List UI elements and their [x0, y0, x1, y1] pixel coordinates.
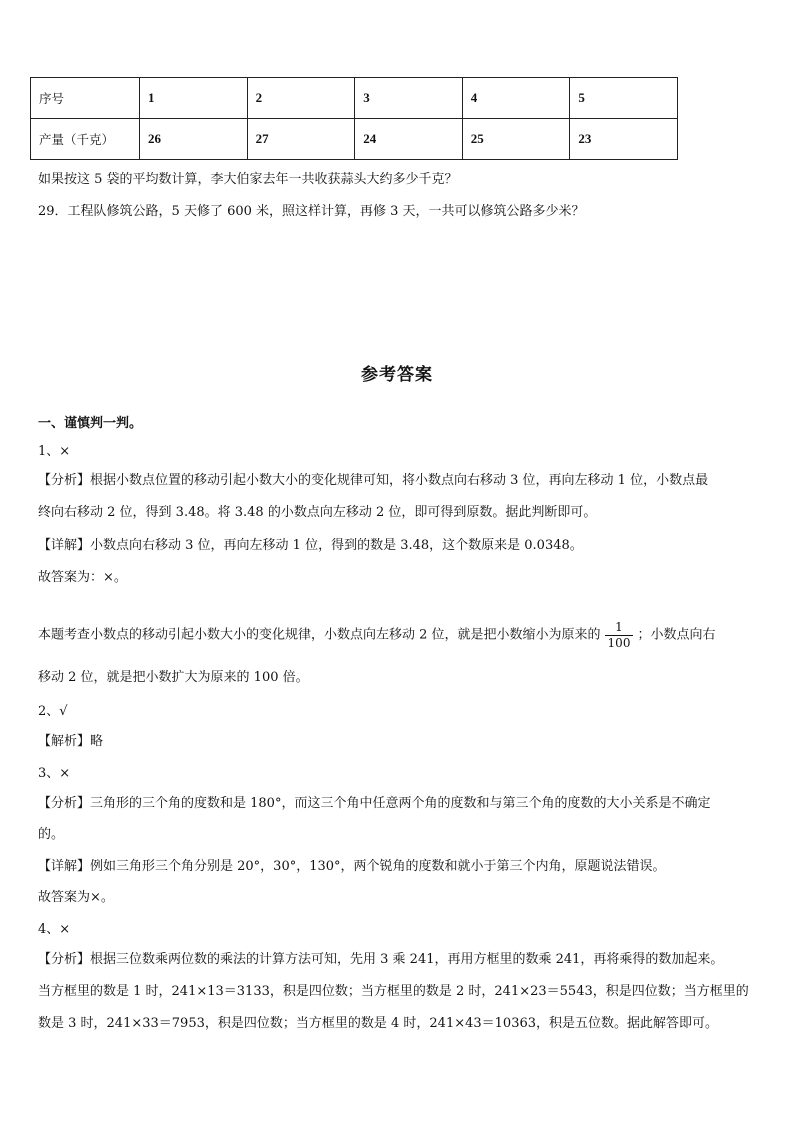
table-cell: 1: [140, 78, 248, 119]
answer-1-analysis-line-2: 终向右移动 2 位，得到 3.48。将 3.48 的小数点向左移动 2 位，即可得到原数。据此判断即可。: [38, 505, 597, 520]
table-cell: 27: [247, 119, 355, 160]
note-text-before: 本题考查小数点的移动引起小数大小的变化规律，小数点向左移动 2 位，就是把小数缩小为原来的: [38, 627, 601, 643]
table-cell: 3: [355, 78, 463, 119]
answer-2-mark: 2、√: [38, 704, 68, 719]
fraction-numerator: 1: [605, 621, 634, 636]
answer-title: 参考答案: [361, 365, 433, 385]
answer-1-analysis-line-1: 【分析】根据小数点位置的移动引起小数大小的变化规律可知，将小数点向右移动 3 位，再向左移动 1 位，小数点最: [38, 473, 709, 488]
answer-3-mark: 3、×: [38, 766, 71, 781]
table-row-yield: [31, 119, 678, 160]
answer-1-mark: 1、×: [38, 444, 71, 459]
table-cell: 序号: [31, 78, 140, 119]
answer-4-mark: 4、×: [38, 922, 71, 937]
answer-3-analysis-line-1: 【分析】三角形的三个角的度数和是 180°，而这三个角中任意两个角的度数和与第三个角的度数的大小关系是不确定: [38, 796, 711, 811]
answer-3-detail: 【详解】例如三角形三个角分别是 20°，30°，130°，两个锐角的度数和就小于第三个内角，原题说法错误。: [38, 859, 666, 874]
table-row-index: [31, 78, 678, 119]
answer-2-analysis: 【解析】略: [38, 734, 104, 749]
question-28-tail: 如果按这 5 袋的平均数计算，李大伯家去年一共收获蒜头大约多少千克？: [38, 172, 458, 187]
answer-4-analysis-line-1: 【分析】根据三位数乘两位数的乘法的计算方法可知，先用 3 乘 241，再用方框里的数乘 241，再将乘得的数加起来。: [38, 952, 724, 967]
yield-table: [30, 77, 678, 160]
table-cell: 5: [570, 78, 678, 119]
section-heading: 一、谨慎判一判。: [38, 416, 143, 431]
table-cell: 25: [462, 119, 570, 160]
table-cell: 2: [247, 78, 355, 119]
table-cell: 23: [570, 119, 678, 160]
table-cell: 24: [355, 119, 463, 160]
question-29: 29．工程队修筑公路，5 天修了 600 米，照这样计算，再修 3 天，一共可以修筑公路多少米？: [38, 204, 585, 219]
answer-1-detail: 【详解】小数点向右移动 3 位，再向左移动 1 位，得到的数是 3.48，这个数原来是 0.0348。: [38, 538, 583, 553]
answer-3-conclusion: 故答案为×。: [38, 890, 114, 905]
table-cell: 产量（千克）: [31, 119, 140, 160]
answer-1-note-line-2: 移动 2 位，就是把小数扩大为原来的 100 倍。: [38, 670, 309, 685]
table-cell: 4: [462, 78, 570, 119]
answer-4-analysis-line-2: 当方框里的数是 1 时，241×13＝3133，积是四位数；当方框里的数是 2 时，241×23＝5543，积是四位数；当方框里的: [38, 984, 749, 999]
answer-3-analysis-line-2: 的。: [38, 827, 65, 842]
fraction: [605, 621, 634, 649]
table-cell: 26: [140, 119, 248, 160]
answer-1-conclusion: 故答案为：×。: [38, 570, 127, 585]
answer-4-analysis-line-3: 数是 3 时，241×33＝7953，积是四位数；当方框里的数是 4 时，241×43＝10363，积是五位数。据此解答即可。: [38, 1016, 719, 1031]
answer-1-note-line-1: [38, 621, 715, 649]
fraction-denominator: 100: [607, 635, 631, 650]
note-text-after: ；小数点向右: [637, 627, 716, 643]
